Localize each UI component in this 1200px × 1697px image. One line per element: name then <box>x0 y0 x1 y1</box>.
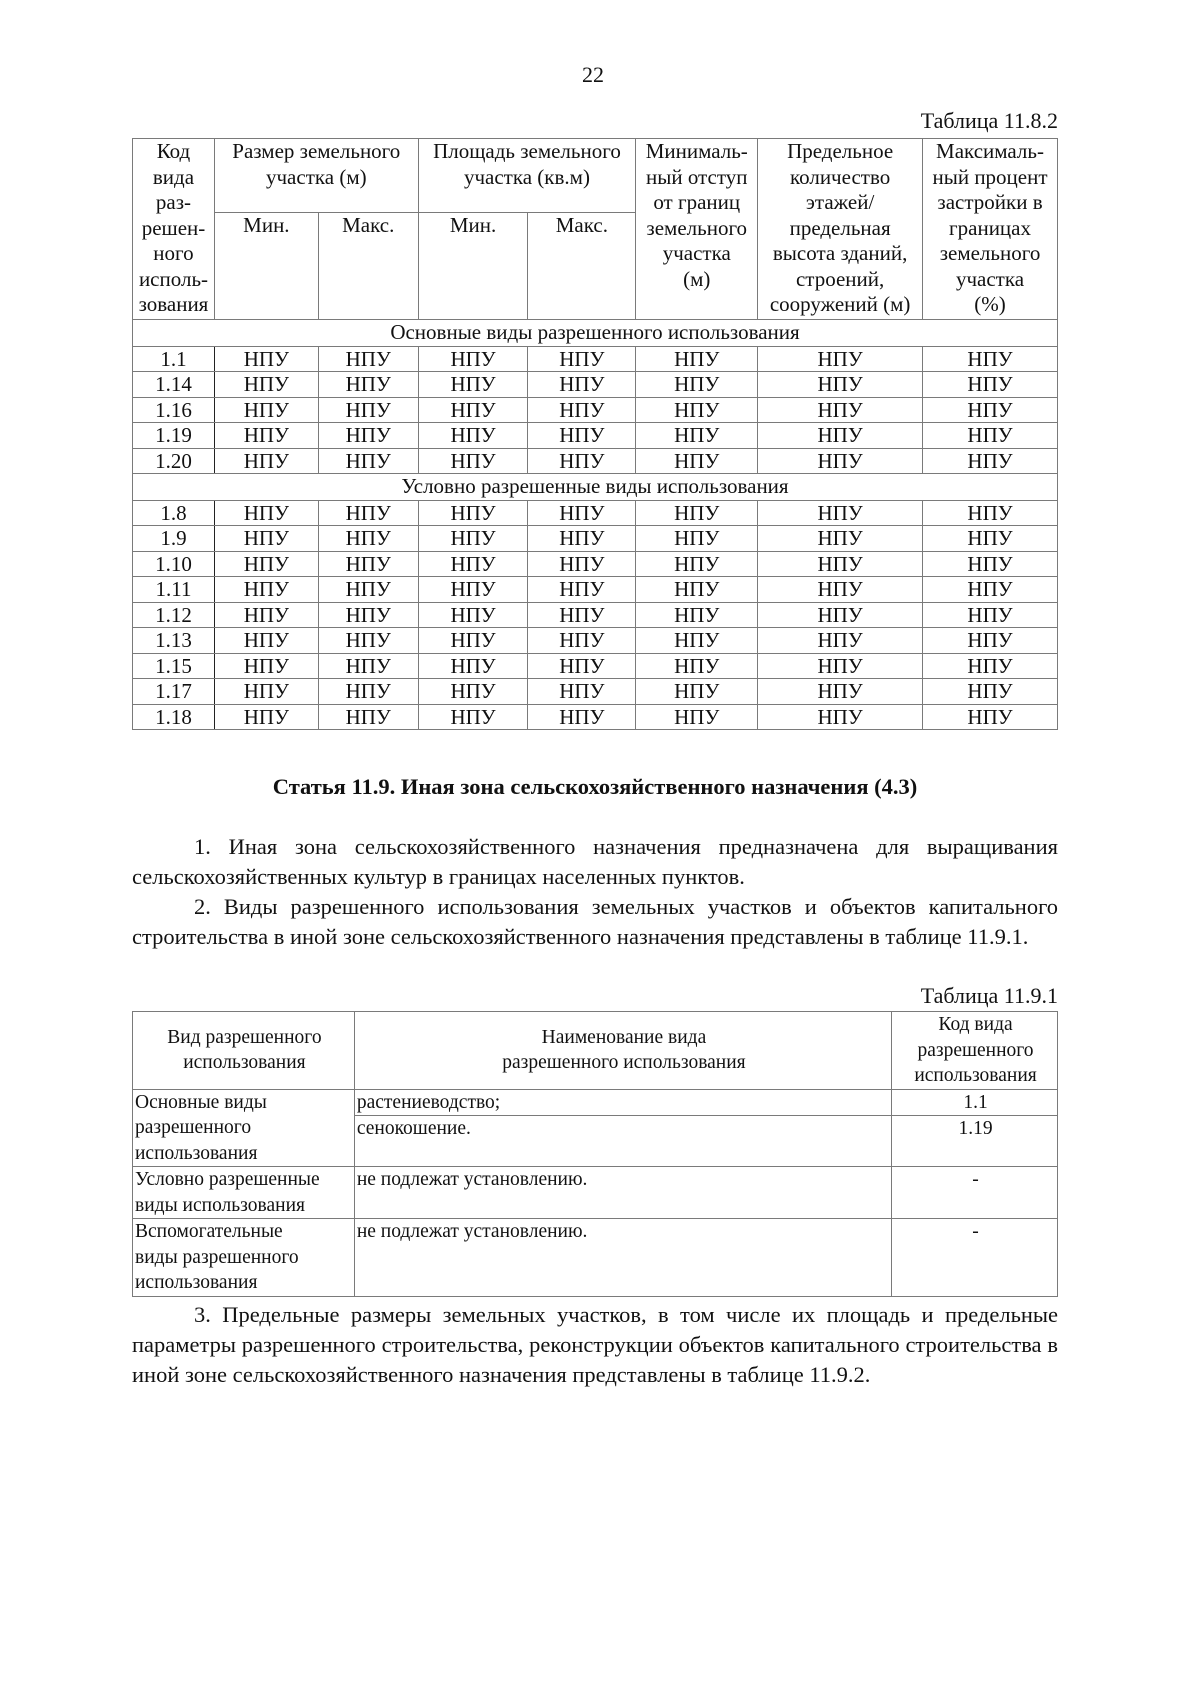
table-row <box>133 577 1058 603</box>
header-floors-height: Предельное количество этажей/ предельная высота зданий, строений, сооружений (м) <box>758 139 923 320</box>
use-code: - <box>892 1167 1058 1219</box>
value-cell: НПУ <box>528 577 636 603</box>
value-cell: НПУ <box>318 500 418 526</box>
header-use-type: Вид разрешенного использования <box>133 1012 355 1090</box>
value-cell: НПУ <box>923 602 1058 628</box>
value-cell: НПУ <box>758 346 923 372</box>
value-cell: НПУ <box>636 653 758 679</box>
value-cell: НПУ <box>528 551 636 577</box>
value-cell: НПУ <box>923 500 1058 526</box>
value-cell: НПУ <box>636 551 758 577</box>
value-cell: НПУ <box>214 372 318 398</box>
value-cell: НПУ <box>923 423 1058 449</box>
table-row <box>133 500 1058 526</box>
zoning-parameters-table-11-8-2 <box>132 138 1058 730</box>
value-cell: НПУ <box>923 679 1058 705</box>
value-cell: НПУ <box>636 704 758 730</box>
use-name: не подлежат установлению. <box>354 1219 891 1297</box>
value-cell: НПУ <box>758 423 923 449</box>
value-cell: НПУ <box>923 653 1058 679</box>
value-cell: НПУ <box>214 679 318 705</box>
use-code-cell: 1.17 <box>133 679 215 705</box>
use-code-cell: 1.16 <box>133 397 215 423</box>
table-row <box>133 423 1058 449</box>
table-row <box>133 397 1058 423</box>
use-code-cell: 1.20 <box>133 448 215 474</box>
section-row <box>133 320 1058 347</box>
use-code-cell: 1.9 <box>133 526 215 552</box>
value-cell: НПУ <box>923 704 1058 730</box>
value-cell: НПУ <box>318 372 418 398</box>
value-cell: НПУ <box>758 448 923 474</box>
value-cell: НПУ <box>214 500 318 526</box>
use-code-cell: 1.14 <box>133 372 215 398</box>
header-use-code: Код вида разрешенного использования <box>892 1012 1058 1090</box>
value-cell: НПУ <box>758 526 923 552</box>
value-cell: НПУ <box>528 602 636 628</box>
value-cell: НПУ <box>758 577 923 603</box>
value-cell: НПУ <box>636 577 758 603</box>
table-row <box>133 372 1058 398</box>
table-row <box>133 551 1058 577</box>
use-code-cell: 1.13 <box>133 628 215 654</box>
group-conditional-type: Условно разрешенные виды использования <box>133 1167 355 1219</box>
value-cell: НПУ <box>418 372 528 398</box>
value-cell: НПУ <box>318 577 418 603</box>
paragraph-2: 2. Виды разрешенного использования земельных участков и объектов капитального строительства в иной зоне сельскохозяйственного назначения представлены в таблице 11.9.1. <box>132 894 1058 949</box>
value-cell: НПУ <box>528 500 636 526</box>
value-cell: НПУ <box>214 577 318 603</box>
value-cell: НПУ <box>636 628 758 654</box>
value-cell: НПУ <box>318 423 418 449</box>
table-row <box>133 346 1058 372</box>
table-caption-11-9-1: Таблица 11.9.1 <box>920 983 1058 1008</box>
permitted-use-table-11-9-1 <box>132 1011 1058 1297</box>
value-cell: НПУ <box>318 551 418 577</box>
value-cell: НПУ <box>418 679 528 705</box>
value-cell: НПУ <box>528 448 636 474</box>
value-cell: НПУ <box>418 448 528 474</box>
value-cell: НПУ <box>528 397 636 423</box>
value-cell: НПУ <box>528 628 636 654</box>
value-cell: НПУ <box>758 500 923 526</box>
value-cell: НПУ <box>758 372 923 398</box>
table-row <box>133 526 1058 552</box>
article-heading: Статья 11.9. Иная зона сельскохозяйственного назначения (4.3) <box>272 774 918 799</box>
value-cell: НПУ <box>318 346 418 372</box>
header-area-max: Макс. <box>528 213 636 320</box>
header-use-name: Наименование вида разрешенного использования <box>354 1012 891 1090</box>
value-cell: НПУ <box>528 346 636 372</box>
use-code-cell: 1.1 <box>133 346 215 372</box>
value-cell: НПУ <box>528 423 636 449</box>
value-cell: НПУ <box>636 500 758 526</box>
value-cell: НПУ <box>758 653 923 679</box>
header-size-max: Макс. <box>318 213 418 320</box>
value-cell: НПУ <box>318 679 418 705</box>
value-cell: НПУ <box>636 372 758 398</box>
section-title: Основные виды разрешенного использования <box>133 320 1058 347</box>
value-cell: НПУ <box>214 704 318 730</box>
value-cell: НПУ <box>636 602 758 628</box>
header-size-min: Мин. <box>214 213 318 320</box>
header-plot-size: Размер земельного участка (м) <box>214 139 418 213</box>
paragraph-1: 1. Иная зона сельскохозяйственного назначения предназначена для выращивания сельскохозяйственных культур в границах населенных пунктов. <box>132 834 1058 889</box>
value-cell: НПУ <box>214 653 318 679</box>
header-coverage: Максималь- ный процент застройки в границах земельного участка (%) <box>923 139 1058 320</box>
value-cell: НПУ <box>758 551 923 577</box>
section-row <box>133 474 1058 501</box>
value-cell: НПУ <box>318 653 418 679</box>
table-body <box>133 320 1058 730</box>
value-cell: НПУ <box>758 628 923 654</box>
use-code-cell: 1.12 <box>133 602 215 628</box>
value-cell: НПУ <box>528 679 636 705</box>
use-code-cell: 1.11 <box>133 577 215 603</box>
use-code-cell: 1.19 <box>133 423 215 449</box>
value-cell: НПУ <box>528 372 636 398</box>
value-cell: НПУ <box>636 448 758 474</box>
table-caption-11-8-2: Таблица 11.8.2 <box>920 108 1058 133</box>
value-cell: НПУ <box>923 551 1058 577</box>
use-code-cell: 1.15 <box>133 653 215 679</box>
paragraph-3: 3. Предельные размеры земельных участков, в том числе их площадь и предельные параметры разрешенного строительства, реконструкции объектов капитального строительства в иной зоне сельскохозяйственного назначения представлены в таблице 11.9.2. <box>132 1302 1058 1387</box>
value-cell: НПУ <box>418 704 528 730</box>
table-row <box>133 679 1058 705</box>
page-number: 22 <box>582 62 604 87</box>
header-code: Код вида раз- решен- ного исполь- зования <box>133 139 215 320</box>
table-row <box>133 628 1058 654</box>
value-cell: НПУ <box>418 551 528 577</box>
value-cell: НПУ <box>758 704 923 730</box>
table-row <box>133 448 1058 474</box>
value-cell: НПУ <box>214 397 318 423</box>
value-cell: НПУ <box>758 602 923 628</box>
value-cell: НПУ <box>214 602 318 628</box>
value-cell: НПУ <box>418 653 528 679</box>
header-setback: Минималь- ный отступ от границ земельного участка (м) <box>636 139 758 320</box>
value-cell: НПУ <box>318 628 418 654</box>
value-cell: НПУ <box>214 346 318 372</box>
value-cell: НПУ <box>214 526 318 552</box>
value-cell: НПУ <box>418 397 528 423</box>
value-cell: НПУ <box>418 526 528 552</box>
value-cell: НПУ <box>636 423 758 449</box>
value-cell: НПУ <box>636 346 758 372</box>
value-cell: НПУ <box>528 704 636 730</box>
use-code: - <box>892 1219 1058 1297</box>
value-cell: НПУ <box>418 602 528 628</box>
group-main-type: Основные виды разрешенного использования <box>133 1089 355 1167</box>
value-cell: НПУ <box>418 500 528 526</box>
value-cell: НПУ <box>318 397 418 423</box>
group-auxiliary-type: Вспомогательные виды разрешенного использования <box>133 1219 355 1297</box>
use-name: не подлежат установлению. <box>354 1167 891 1219</box>
value-cell: НПУ <box>923 346 1058 372</box>
value-cell: НПУ <box>418 346 528 372</box>
value-cell: НПУ <box>636 526 758 552</box>
table-row <box>133 653 1058 679</box>
section-title: Условно разрешенные виды использования <box>133 474 1058 501</box>
header-plot-area: Площадь земельного участка (кв.м) <box>418 139 636 213</box>
value-cell: НПУ <box>758 679 923 705</box>
value-cell: НПУ <box>923 397 1058 423</box>
value-cell: НПУ <box>214 628 318 654</box>
table-row <box>133 704 1058 730</box>
value-cell: НПУ <box>758 397 923 423</box>
value-cell: НПУ <box>636 397 758 423</box>
use-code-cell: 1.8 <box>133 500 215 526</box>
value-cell: НПУ <box>923 577 1058 603</box>
table-row <box>133 602 1058 628</box>
value-cell: НПУ <box>923 526 1058 552</box>
use-code: 1.1 <box>892 1089 1058 1116</box>
value-cell: НПУ <box>923 448 1058 474</box>
value-cell: НПУ <box>214 423 318 449</box>
use-name: растениеводство; <box>354 1089 891 1116</box>
use-code: 1.19 <box>892 1116 1058 1167</box>
use-name: сенокошение. <box>354 1116 891 1167</box>
use-code-cell: 1.18 <box>133 704 215 730</box>
header-area-min: Мин. <box>418 213 528 320</box>
value-cell: НПУ <box>418 423 528 449</box>
value-cell: НПУ <box>318 448 418 474</box>
use-code-cell: 1.10 <box>133 551 215 577</box>
value-cell: НПУ <box>418 577 528 603</box>
value-cell: НПУ <box>418 628 528 654</box>
value-cell: НПУ <box>528 526 636 552</box>
value-cell: НПУ <box>923 372 1058 398</box>
value-cell: НПУ <box>214 551 318 577</box>
value-cell: НПУ <box>636 679 758 705</box>
value-cell: НПУ <box>318 602 418 628</box>
value-cell: НПУ <box>318 704 418 730</box>
value-cell: НПУ <box>214 448 318 474</box>
value-cell: НПУ <box>923 628 1058 654</box>
value-cell: НПУ <box>318 526 418 552</box>
value-cell: НПУ <box>528 653 636 679</box>
